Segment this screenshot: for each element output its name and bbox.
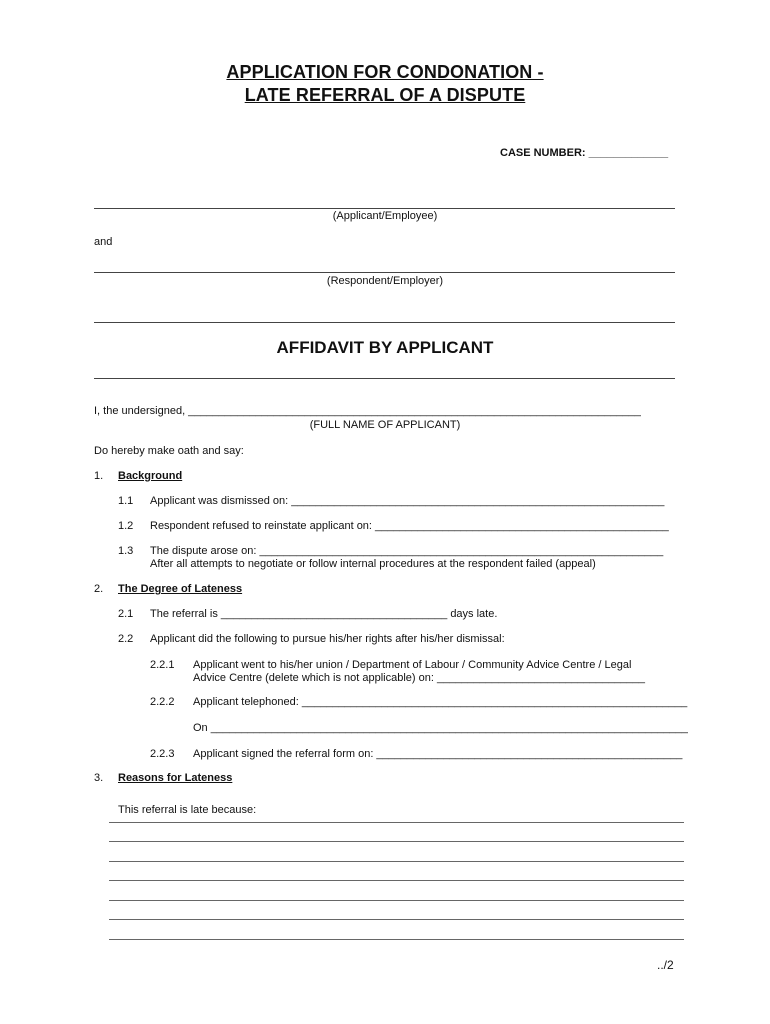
reason-line[interactable]	[109, 900, 684, 901]
reason-line[interactable]	[109, 861, 684, 862]
section-number: 2.	[94, 583, 104, 595]
section-number: 1.	[94, 470, 104, 482]
section-title-background: Background	[118, 470, 183, 482]
document-title-line1: APPLICATION FOR CONDONATION -	[226, 62, 544, 82]
telephoned-field[interactable]: Applicant telephoned: _______________________________________________________________	[193, 696, 688, 708]
oath-text: Do hereby make oath and say:	[94, 445, 244, 457]
full-name-label: (FULL NAME OF APPLICANT)	[309, 419, 461, 431]
union-visit-text: Applicant went to his/her union / Department of Labour / Community Advice Centre / Legal	[193, 659, 632, 671]
divider-line	[94, 378, 675, 379]
subitem-number: 2.2.2	[150, 696, 175, 708]
late-because-text: This referral is late because:	[118, 804, 257, 816]
respondent-label: (Respondent/Employer)	[326, 275, 444, 287]
reason-line[interactable]	[109, 822, 684, 823]
days-late-field[interactable]: The referral is _____________________________________ days late.	[150, 608, 498, 620]
item-number: 1.2	[118, 520, 134, 532]
section-number: 3.	[94, 772, 104, 784]
case-number-field[interactable]: CASE NUMBER: _____________	[500, 147, 669, 159]
item-number: 1.3	[118, 545, 134, 557]
applicant-label: (Applicant/Employee)	[332, 210, 438, 222]
dispute-arose-note: After all attempts to negotiate or follow internal procedures at the respondent failed (appeal)	[150, 558, 596, 570]
section-title-reasons-for-lateness: Reasons for Lateness	[118, 772, 233, 784]
document-title-line2: LATE REFERRAL OF A DISPUTE	[244, 85, 526, 105]
dismissed-on-field[interactable]: Applicant was dismissed on: _____________________________________________________________	[150, 495, 665, 507]
subitem-number: 2.2.1	[150, 659, 175, 671]
divider-line	[94, 322, 675, 323]
reason-line[interactable]	[109, 880, 684, 881]
subitem-number: 2.2.3	[150, 748, 175, 760]
union-visit-date-field[interactable]: Advice Centre (delete which is not applicable) on: __________________________________	[193, 672, 645, 684]
pursue-rights-text: Applicant did the following to pursue his/her rights after his/her dismissal:	[150, 633, 505, 645]
reason-line[interactable]	[109, 919, 684, 920]
and-text: and	[94, 236, 113, 248]
applicant-name-line[interactable]	[94, 208, 675, 209]
respondent-name-line[interactable]	[94, 272, 675, 273]
reason-line[interactable]	[109, 841, 684, 842]
item-number: 2.2	[118, 633, 134, 645]
page-number: ../2	[657, 958, 674, 972]
telephoned-on-field[interactable]: On ______________________________________________________________________________	[193, 722, 688, 734]
item-number: 2.1	[118, 608, 134, 620]
item-number: 1.1	[118, 495, 134, 507]
refused-reinstate-field[interactable]: Respondent refused to reinstate applicant on: ________________________________________________	[150, 520, 669, 532]
undersigned-field[interactable]: I, the undersigned, __________________________________________________________________________	[94, 405, 641, 417]
affidavit-heading: AFFIDAVIT BY APPLICANT	[276, 338, 494, 357]
reason-line[interactable]	[109, 939, 684, 940]
section-title-degree-of-lateness: The Degree of Lateness	[118, 583, 243, 595]
referral-signed-field[interactable]: Applicant signed the referral form on: __________________________________________________	[193, 748, 683, 760]
dispute-arose-field[interactable]: The dispute arose on: __________________________________________________________________	[150, 545, 664, 557]
